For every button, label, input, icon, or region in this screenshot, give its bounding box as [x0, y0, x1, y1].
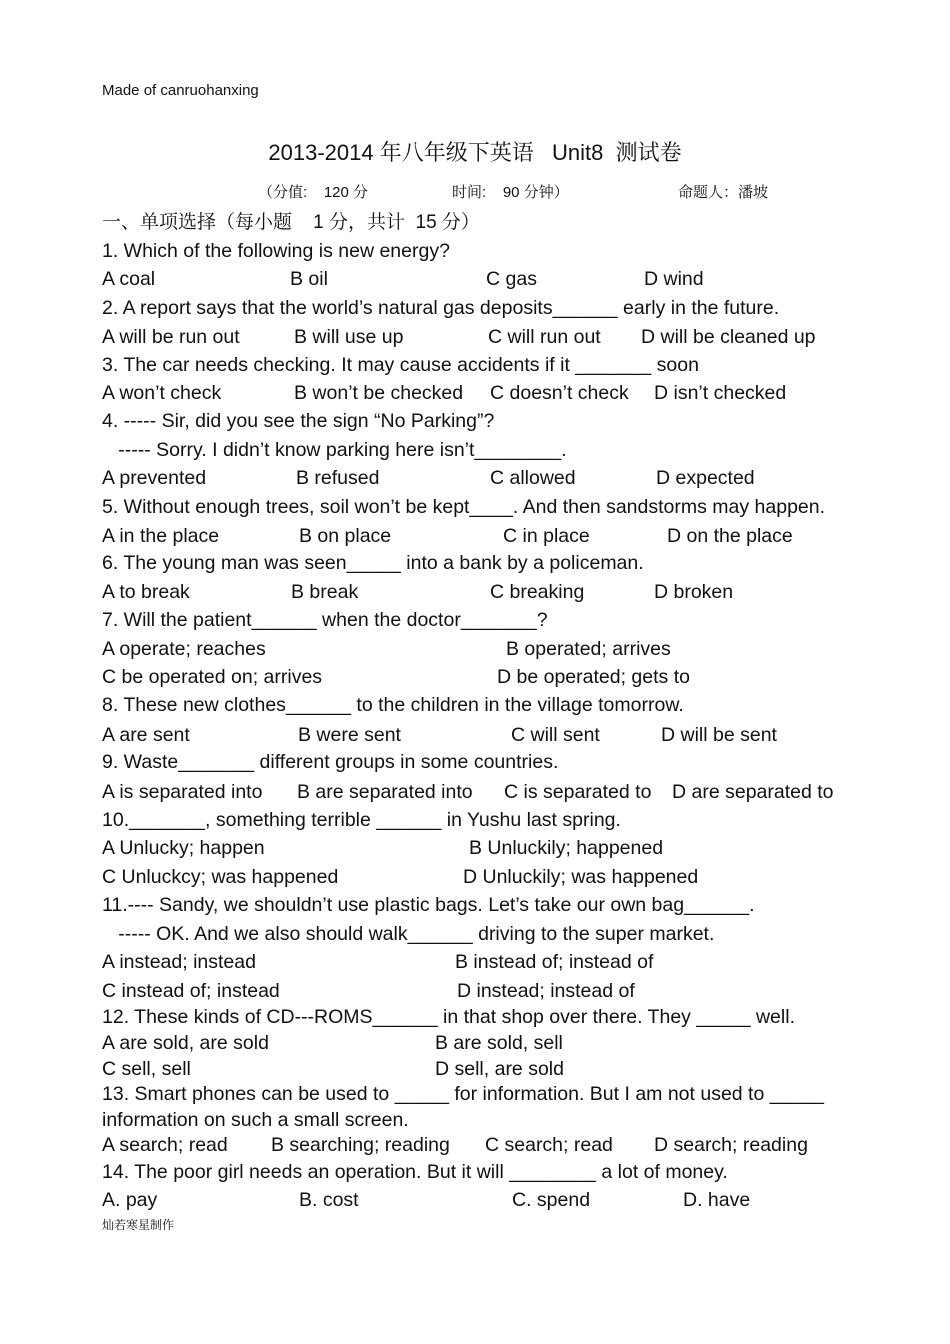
option-c: C will sent [511, 724, 600, 746]
option-c: C Unluckcy; was happened [102, 866, 339, 888]
option-a: A. pay [102, 1189, 158, 1211]
option-b: B searching; reading [271, 1134, 450, 1156]
question-stem: 13. Smart phones can be used to _____ for information. But I am not used to _____ [102, 1083, 824, 1105]
question-stem: 4. ----- Sir, did you see the sign “No Parking”? [102, 410, 495, 432]
time-info: 时间: 90 分钟） [452, 184, 569, 201]
option-d: D are separated to [672, 781, 834, 803]
option-b: B won’t be checked [294, 382, 464, 404]
option-c: C. spend [512, 1189, 591, 1211]
option-c: C in place [503, 525, 590, 547]
option-b: B operated; arrives [506, 638, 671, 660]
option-c: C gas [486, 268, 537, 290]
option-b: B on place [299, 525, 392, 547]
option-c: C doesn’t check [490, 382, 629, 404]
question-stem: 2. A report says that the world’s natural gas deposits______ early in the future. [102, 297, 780, 319]
question-stem: 5. Without enough trees, soil won’t be kept____. And then sandstorms may happen. [102, 496, 826, 518]
option-d: D. have [683, 1189, 751, 1211]
author-info: 命题人：潘坡 [678, 184, 769, 201]
option-a: A in the place [102, 525, 220, 547]
question-stem: 11.---- Sandy, we shouldn’t use plastic bags. Let’s take our own bag______. [102, 894, 755, 916]
question-stem: 6. The young man was seen_____ into a bank by a policeman. [102, 552, 644, 574]
question-stem: 12. These kinds of CD---ROMS______ in that shop over there. They _____ well. [102, 1006, 795, 1028]
option-a: A are sent [102, 724, 190, 746]
option-b: B were sent [298, 724, 401, 746]
option-d: D will be sent [661, 724, 777, 746]
option-b: B Unluckily; happened [469, 837, 664, 859]
option-a: A operate; reaches [102, 638, 266, 660]
option-c: C breaking [490, 581, 585, 603]
made-of-note: Made of canruohanxing [102, 82, 259, 99]
question-stem-reply: ----- OK. And we also should walk______ driving to the super market. [102, 923, 715, 945]
option-c: C search; read [485, 1134, 613, 1156]
option-a: A is separated into [102, 781, 263, 803]
option-a: A to break [102, 581, 190, 603]
question-stem-cont: information on such a small screen. [102, 1109, 409, 1131]
page-title: 2013-2014 年八年级下英语 Unit8 测试卷 [268, 140, 682, 165]
question-stem: 7. Will the patient______ when the doctor_______? [102, 609, 548, 631]
option-d: D will be cleaned up [641, 326, 816, 348]
question-stem: 3. The car needs checking. It may cause accidents if it _______ soon [102, 354, 699, 376]
option-a: A Unlucky; happen [102, 837, 265, 859]
option-d: D be operated; gets to [497, 666, 690, 688]
option-d: D isn’t checked [654, 382, 787, 404]
score-info: （分值: 120 分 [258, 184, 369, 201]
option-c: C be operated on; arrives [102, 666, 323, 688]
option-a: A search; read [102, 1134, 228, 1156]
option-d: D expected [656, 467, 755, 489]
question-stem: 1. Which of the following is new energy? [102, 240, 450, 262]
option-a: A prevented [102, 467, 207, 489]
option-a: A are sold, are sold [102, 1032, 269, 1054]
option-b: B refused [296, 467, 380, 489]
option-a: A will be run out [102, 326, 240, 348]
option-b: B instead of; instead of [455, 951, 654, 973]
question-stem-reply: ----- Sorry. I didn’t know parking here isn’t________. [102, 439, 567, 461]
option-d: D Unluckily; was happened [463, 866, 699, 888]
question-stem: 8. These new clothes______ to the children in the village tomorrow. [102, 694, 684, 716]
option-b: B. cost [299, 1189, 359, 1211]
option-d: D instead; instead of [457, 980, 635, 1002]
option-d: D search; reading [654, 1134, 808, 1156]
option-b: B break [291, 581, 359, 603]
option-d: D broken [654, 581, 734, 603]
option-b: B oil [290, 268, 328, 290]
question-stem: 14. The poor girl needs an operation. But it will ________ a lot of money. [102, 1161, 728, 1183]
footer-note: 灿若寒星制作 [102, 1218, 175, 1232]
option-d: D sell, are sold [435, 1058, 564, 1080]
option-c: C is separated to [504, 781, 652, 803]
question-stem: 10._______, something terrible ______ in Yushu last spring. [102, 809, 621, 831]
option-d: D on the place [667, 525, 793, 547]
option-b: B will use up [294, 326, 404, 348]
option-d: D wind [644, 268, 704, 290]
option-c: C instead of; instead [102, 980, 280, 1002]
option-a: A coal [102, 268, 156, 290]
question-stem: 9. Waste_______ different groups in some countries. [102, 751, 559, 773]
option-a: A won’t check [102, 382, 222, 404]
option-c: C will run out [488, 326, 601, 348]
option-c: C sell, sell [102, 1058, 191, 1080]
option-c: C allowed [490, 467, 576, 489]
section-title: 一、单项选择（每小题 1 分，共计 15 分） [102, 212, 480, 233]
option-a: A instead; instead [102, 951, 256, 973]
option-b: B are sold, sell [435, 1032, 563, 1054]
option-b: B are separated into [297, 781, 473, 803]
